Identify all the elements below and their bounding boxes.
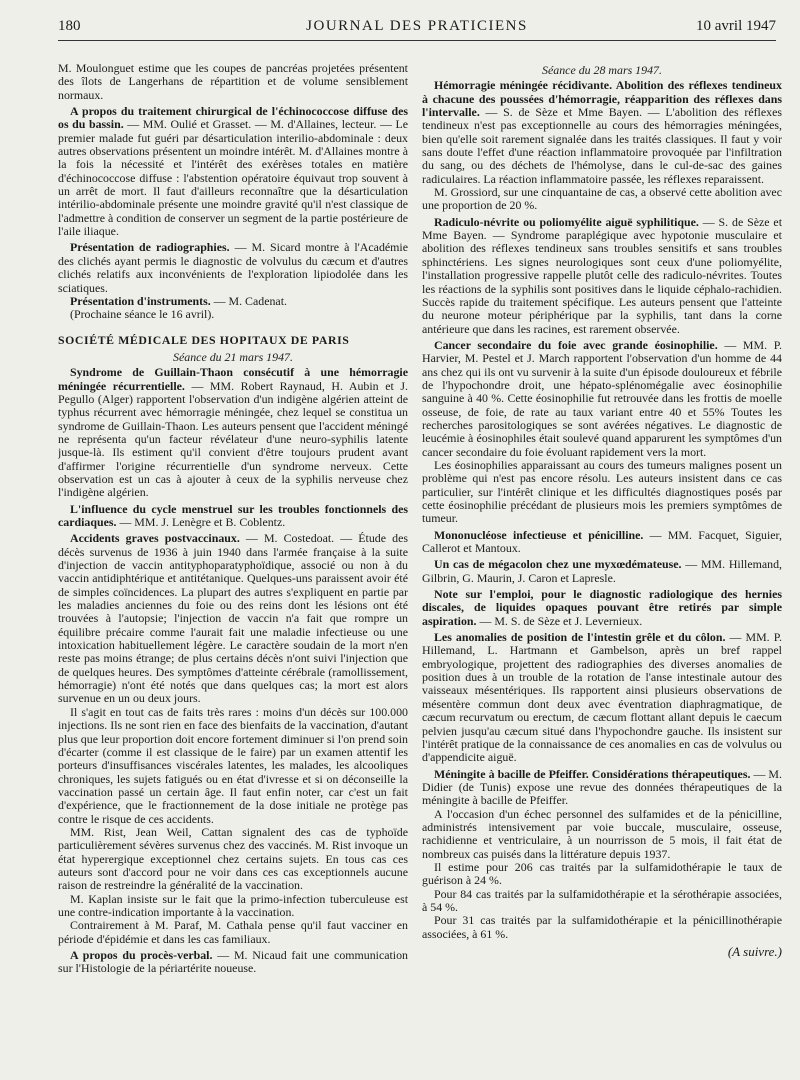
article-title: Un cas de mégacolon chez une myxœdémateuse. (434, 557, 682, 572)
page-header (58, 16, 776, 41)
article (58, 241, 408, 294)
paragraph: Les éosinophilies apparaissant au cours des tumeurs malignes posent un problème qui n'est pas encore résolu. Les auteurs insistent dans ce cas particulier, sur l'intérêt clinique et les difficultés diagnostiques posés par cette éosinophilie précédant de plusieurs mois les premiers symptômes de tumeur. (422, 457, 782, 526)
article-title: L'influence du cycle menstruel sur les troubles fonctionnels des cardiaques. (58, 501, 408, 529)
paragraph: Il estime pour 206 cas traités par la sulfamidothérapie le taux de guérison à 24 %. (422, 859, 782, 888)
article-body: — MM. P. Harvier, M. Pestel et J. March rapportent l'observation d'un homme de 44 ans chez qui ils ont vu survenir à la suite d'un épisode douloureux et fébrile de l'hypochondre droit, une hépato-splénomégalie avec éosinophilie sanguine à 40 %. Cette éosinophilie fut retrouvée dans les frottis de moelle osseuse, de foie, de rate au taux variant entre 40 et 55% Toutes les recherches parositologiques se sont avérées négatives. Le diagnostic de leucémie à éosinophiles était soulevé quand apparurent les symptômes d'un cancer secondaire du foie évoluant rapidement vers la mort. (422, 337, 782, 459)
article-title: A propos du traitement chirurgical de l'échinococcose diffuse des os du bassin. (58, 104, 408, 132)
article-title: Radiculo-névrite ou poliomyélite aiguë syphilitique. (434, 214, 699, 229)
article (58, 532, 408, 705)
article (422, 339, 782, 459)
left-column (58, 62, 408, 1072)
paragraph: Pour 84 cas traités par la sulfamidothérapie et la sérothérapie associées, à 54 %. (422, 886, 782, 914)
article-body: — S. de Sèze et Mme Bayen. — L'abolition des réflexes tendineux n'est pas exceptionnelle au cours des hémorragies méningées, bien qu'elle soit rarement signalée dans les traités classiques. Il faut y voir sans doute l'effet d'une réaction inflammatoire provoquée par l'infiltration du sang, ou des déchets de l'hémolyse, dans le cul-de-sac des gaines radiculaires. La réaction inflammatoire passée, les réflexes reparaissent. (422, 105, 782, 186)
article-body: — M. Nicaud fait une communication sur l'Histologie de la périartérite noueuse. (58, 948, 408, 976)
article-body: — M. Didier (de Tunis) expose une revue des données thérapeutiques de la méningite à bacille de Pfeiffer. (422, 766, 782, 808)
session-date: Séance du 28 mars 1947. (542, 63, 662, 77)
paragraph: Pour 31 cas traités par la sulfamidothérapie et la pénicillinothérapie associées, à 61 %. (422, 913, 782, 941)
article-title: Présentation d'instruments. (70, 293, 211, 308)
article (422, 768, 782, 808)
paragraph: M. Grossiord, sur une cinquantaine de cas, a observé cette abolition avec une proportion de 20 %. (422, 185, 782, 213)
article (58, 949, 408, 976)
article (58, 366, 408, 499)
session-date: Séance du 21 mars 1947. (173, 349, 293, 364)
society-heading: SOCIÉTÉ MÉDICALE DES HOPITAUX DE PARIS (58, 332, 350, 347)
paragraph: M. Kaplan insiste sur le fait que la primo-infection tuberculeuse est une contre-indication importante à la vaccination. (58, 891, 408, 919)
article (422, 588, 782, 628)
article-body: — MM. Hillemand, Gilbrin, G. Maurin, J. Caron et Lapresle. (422, 557, 782, 585)
to-be-continued: (A suivre.) (727, 944, 782, 959)
article (58, 503, 408, 530)
article (422, 631, 782, 764)
paragraph: Il s'agit en tout cas de faits très rares : moins d'un décès sur 100.000 injections. Ils ne sont rien en face des bienfaits de la vaccination, d'autant plus que leur proportion doit encore fortement diminuer si l'on prend soin d'écarter (comme il est classique de le faire) par un examen attentif les porteurs d'insuffisances viscérales latentes, les malades, les alcooliques chroniques, les sujets fatigués ou en état d'ivresse et si on déconseille la vaccination passé un certain âge. Il faut enfin noter, car c'est un fait d'expérience, que le fractionnement de la dose initiale ne protège pas contre le risque de ces accidents. (58, 704, 408, 826)
article-body: — MM. Robert Raynaud, H. Aubin et J. Pegullo (Alger) rapportent l'observation d'un indigène algérien atteint de typhus récurrent avec hémorragie méningée, chez lequel se constitua un syndrome de Guillain-Thaon. Les auteurs pensent que l'accident méningé ne représenta qu'un facteur révélateur d'une neuro-syphilis latente jusque-là. Ils estiment qu'il convient d'être toujours prudent avant d'affirmer l'origine récurrentielle d'un syndrome nerveux. Cette observation est un cas à ajouter à ceux de la syphilis nerveuse chez l'indigène algérien. (58, 378, 408, 500)
issue-date: 10 avril 1947 (696, 18, 776, 34)
paragraph: MM. Rist, Jean Weil, Cattan signalent des cas de typhoïde particulièrement sévères survenus chez des vaccinés. M. Rist invoque un état hyperergique exceptionnel chez certains sujets. En tous cas ces auteurs sont d'accord pour ne voir dans ces cas exceptionnels aucune raison de restreindre la généralité de la vaccination. (58, 824, 408, 893)
article-title: Hémorragie méningée récidivante. Abolition des réflexes tendineux à chacune des poussées d'hémorragie, réapparition des réflexes dans l'intervalle. (422, 78, 782, 120)
paragraph: M. Moulonguet estime que les coupes de pancréas projetées présentent des îlots de Langerhans de répartition et de volume sensiblement normaux. (58, 62, 408, 102)
article-title: Méningite à bacille de Pfeiffer. Considérations thérapeutiques. (434, 766, 751, 781)
article-title: Accidents graves postvaccinaux. (70, 531, 240, 546)
article (58, 295, 408, 308)
article (422, 558, 782, 585)
article-body: — MM. Facquet, Siguier, Callerot et Mantoux. (422, 527, 782, 556)
article-title: Mononucléose infectieuse et pénicilline. (434, 527, 644, 542)
article (58, 105, 408, 238)
paragraph: A l'occasion d'un échec personnel des sulfamides et de la pénicilline, administrés intensivement par voie buccale, musculaire, osseuse, rachidienne et ventriculaire, à un nourrisson de 5 mois, il fait état de nombreux cas puisés dans la littérature depuis 1937. (422, 806, 782, 861)
article-body: — M. S. de Sèze et J. Levernieux. (476, 613, 643, 628)
next-session-note: (Prochaine séance le 16 avril). (70, 307, 215, 322)
article (422, 216, 782, 336)
article-body: — M. Sicard montre à l'Académie des clichés ayant permis le diagnostic de volvulus du cæcum et d'autres clichés relatifs aux inconvénients de l'exploration lipiodolée dans les sciatiques. (58, 240, 408, 295)
article-title: Cancer secondaire du foie avec grande éosinophilie. (434, 337, 718, 352)
paragraph: Contrairement à M. Paraf, M. Cathala pense qu'il faut vacciner en période d'épidémie et dans les cas familiaux. (58, 918, 408, 946)
article-body: — M. Cadenat. (210, 293, 287, 308)
journal-title: JOURNAL DES PRATICIENS (306, 18, 528, 34)
article-title: A propos du procès-verbal. (70, 948, 213, 962)
article-body: — MM. Oulié et Grasset. — M. d'Allaines, lecteur. — Le premier malade fut guéri par désarticulation interilio-abdominale : deux autres observations présentent un moindre intérêt. M. d'Allaines montre à la fois la nécessité et l'intérêt des exérèses totales en matière d'échinococcose diffuse : l'abstention opératoire équivaut trop souvent à un arrêt de mort. Il faut d'ailleurs reconnaître que la désarticulation intérilio-abdominale présente une moindre gravité qu'il n'est classique de l'admettre à condition de conserver un segment de la partie postérieure de l'aile iliaque. (58, 117, 408, 239)
article-title: Note sur l'emploi, pour le diagnostic radiologique des hernies discales, de liquides opaques pouvant être retirés par simple aspiration. (422, 587, 782, 628)
article (422, 79, 782, 186)
article-title: Présentation de radiographies. (70, 240, 230, 255)
page-number: 180 (58, 18, 81, 34)
article-body: — MM. J. Lenègre et B. Coblentz. (116, 515, 286, 529)
article (422, 529, 782, 556)
article-title: Les anomalies de position de l'intestin grêle et du côlon. (434, 630, 726, 645)
right-column (422, 62, 782, 1072)
article-body: — MM. P. Hillemand, L. Hartmann et Gambelson, après un bref rappel embryologique, projettent des radiographies des diverses anomalies de position dues à un trouble de la rotation de l'anse intestinale autour des vaisseaux mésentériques. Ils rapportent ainsi plusieurs observations de mésentère commun dont deux avec éventration diaphragmatique, de cæcum recurvatum ou erectum, de cæcum flottant allant depuis le caecum pelvien jusqu'au cæcum situé dans l'hypochondre gauche. Ils insistent sur l'intérêt pratique de la connaissance de ces anomalies en cas de volvulus ou d'appendicite aiguë. (422, 630, 782, 765)
article-title: Syndrome de Guillain-Thaon consécutif à une hémorragie méningée récurrentielle. (58, 365, 408, 393)
article-body: — S. de Sèze et Mme Bayen. — Syndrome paraplégique avec hypotonie musculaire et abolition des réflexes tendineux sans troubles sensitifs et sans troubles sphinctériens. Les signes neurologiques sont ceux d'une poliomyélite, l'installation progressive rappelle plutôt celle des radiculo-névrites. Toutes les réactions de la syphilis sont positives dans le liquide céphalo-rachidien. Succès rapide du traitement spécifique. Les auteurs pensent que l'atteinte du neurone moteur périphérique par la syphilis, tant dans la corne antérieure que dans les racines, est rarement observée. (422, 214, 782, 336)
article-body: — M. Costedoat. — Étude des décès survenus de 1936 à juin 1940 dans l'armée française à la suite d'injection de vaccin antityphoparatyphoïdique, associé ou non à du vaccin antidiphtérique et antitétanique. Quelques-uns paraissent avoir été de simples coïncidences. La plupart des autres s'expliquent en partie par les maladies anciennes du foie ou des reins dont les lésions ont été trouvées à l'autopsie; l'injection de vaccin n'a fait que rompre un équilibre précaire comme l'aurait fait une maladie infectieuse ou une intoxication habituellement légère. Le caractère soudain de la mort n'en reste pas moins étrange; de plus certains décès n'ont suivi l'injection que de quelques heures. Des symptômes d'atteinte cérébrale (ramollissement, hémorragie) n'ont été notés que dans quelques cas; la mort est alors survenue en un ou deux jours. (58, 531, 408, 706)
